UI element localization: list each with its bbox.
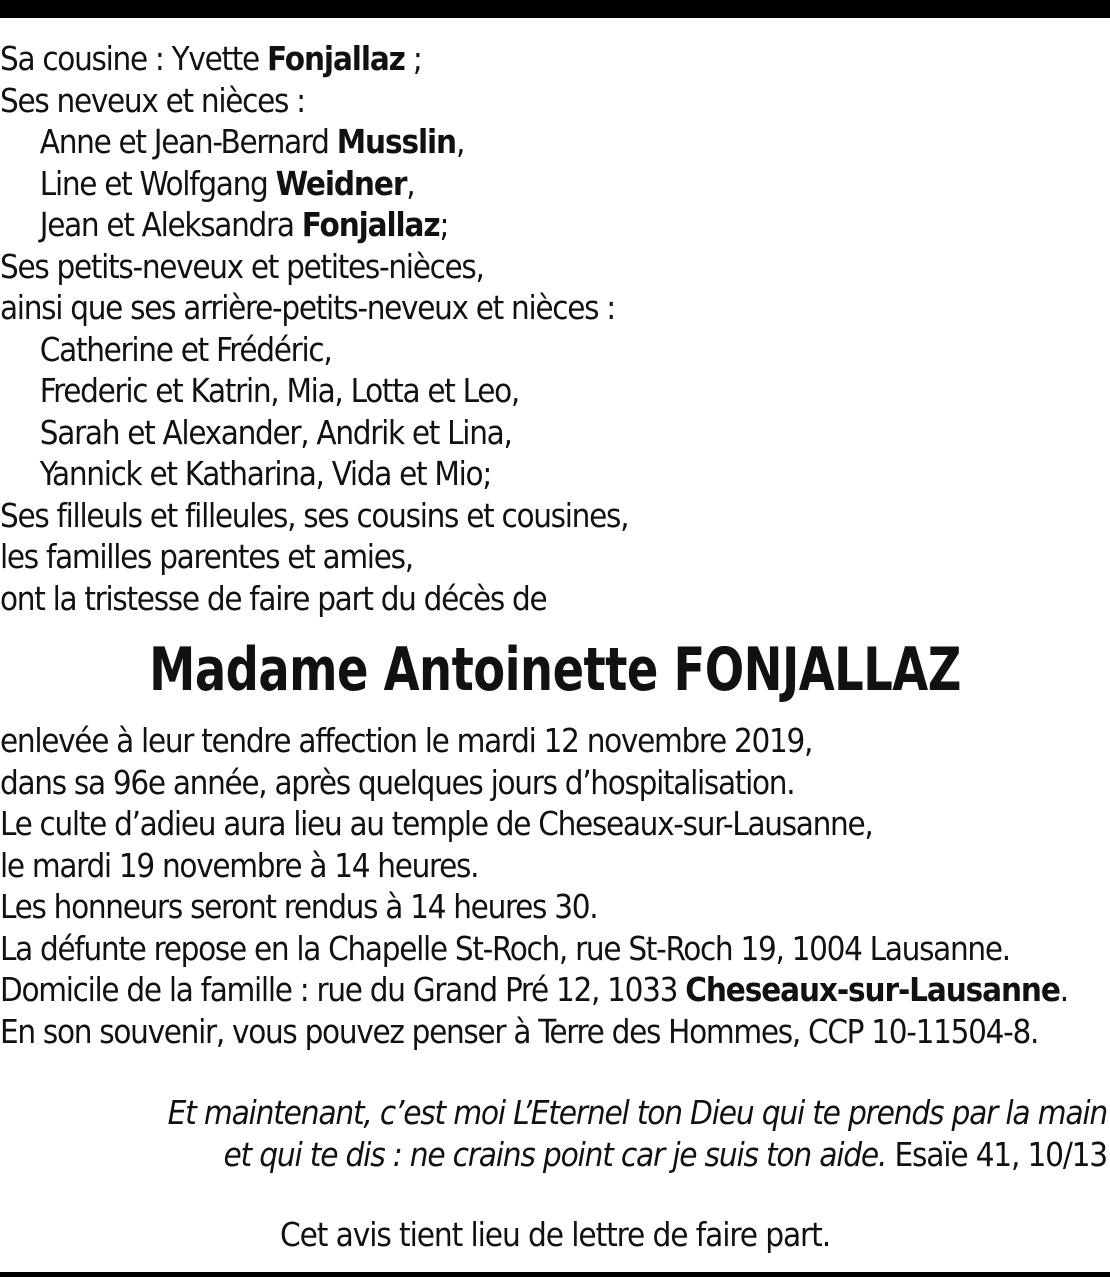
footer-note: Cet avis tient lieu de lettre de faire part. (279, 1215, 831, 1254)
donation-line: En son souvenir, vous pouvez penser à Terre des Hommes, CCP 10-11504-8. (0, 1011, 1039, 1051)
nephew-entry: Line et Wolfgang Weidner, (39, 163, 415, 203)
detail-line: Les honneurs seront rendus à 14 heures 30. (0, 887, 598, 926)
nephews-header: Ses neveux et nièces : (0, 80, 305, 120)
announcement-line: ont la tristesse de faire part du décès de (0, 578, 547, 618)
bottom-rule (0, 1272, 1110, 1277)
top-rule (0, 0, 1110, 18)
nephew-surname: Musslin (336, 122, 456, 161)
domicile-line: Domicile de la famille : rue du Grand Pré 12, 1033 Cheseaux-sur-Lausanne. (0, 970, 1068, 1009)
cousin-line: Sa cousine : Yvette Fonjallaz ; (0, 39, 422, 78)
nephew-entry: Anne et Jean-Bernard Musslin, (39, 122, 465, 161)
domicile-town: Cheseaux-sur-Lausanne (685, 970, 1060, 1009)
nephew-surname: Fonjallaz (301, 205, 440, 244)
family-list (0, 38, 1110, 619)
grandnephews-line: Ses petits-neveux et petites-nièces, (0, 246, 484, 286)
great-grandnephew-entry: Yannick et Katharina, Vida et Mio; (39, 454, 491, 493)
verse-line-2: et qui te dis : ne crains point car je suis ton aide. Esaïe 41, 10/13 (223, 1135, 1107, 1174)
cousin-surname: Fonjallaz (267, 39, 405, 78)
great-grandnephew-entry: Catherine et Frédéric, (39, 329, 332, 369)
verse-line-1: Et maintenant, c’est moi L’Eternel ton Dieu qui te prends par la main (167, 1093, 1107, 1132)
detail-line: le mardi 19 novembre à 14 heures. (0, 845, 479, 885)
detail-line: enlevée à leur tendre affection le mardi 12 novembre 2019, (0, 721, 813, 760)
great-grandnephew-entry: Frederic et Katrin, Mia, Lotta et Leo, (39, 371, 519, 410)
families-line: les familles parentes et amies, (0, 537, 413, 576)
nephew-surname: Weidner (275, 163, 407, 203)
funeral-details (0, 720, 1110, 1052)
deceased-name: Madame Antoinette FONJALLAZ (149, 635, 961, 705)
detail-line: Le culte d’adieu aura lieu au temple de Cheseaux-sur-Lausanne, (0, 804, 873, 843)
detail-line: La défunte repose en la Chapelle St-Roch, rue St-Roch 19, 1004 Lausanne. (0, 928, 1010, 968)
verse-reference: Esaïe 41, 10/13 (886, 1135, 1107, 1174)
godchildren-line: Ses filleuls et filleules, ses cousins et cousines, (0, 495, 629, 535)
great-grandnephew-entry: Sarah et Alexander, Andrik et Lina, (39, 412, 512, 452)
great-grandnephews-line: ainsi que ses arrière-petits-neveux et nièces : (0, 288, 615, 327)
nephew-entry: Jean et Aleksandra Fonjallaz; (39, 205, 449, 244)
detail-line: dans sa 96e année, après quelques jours d’hospitalisation. (0, 762, 795, 802)
